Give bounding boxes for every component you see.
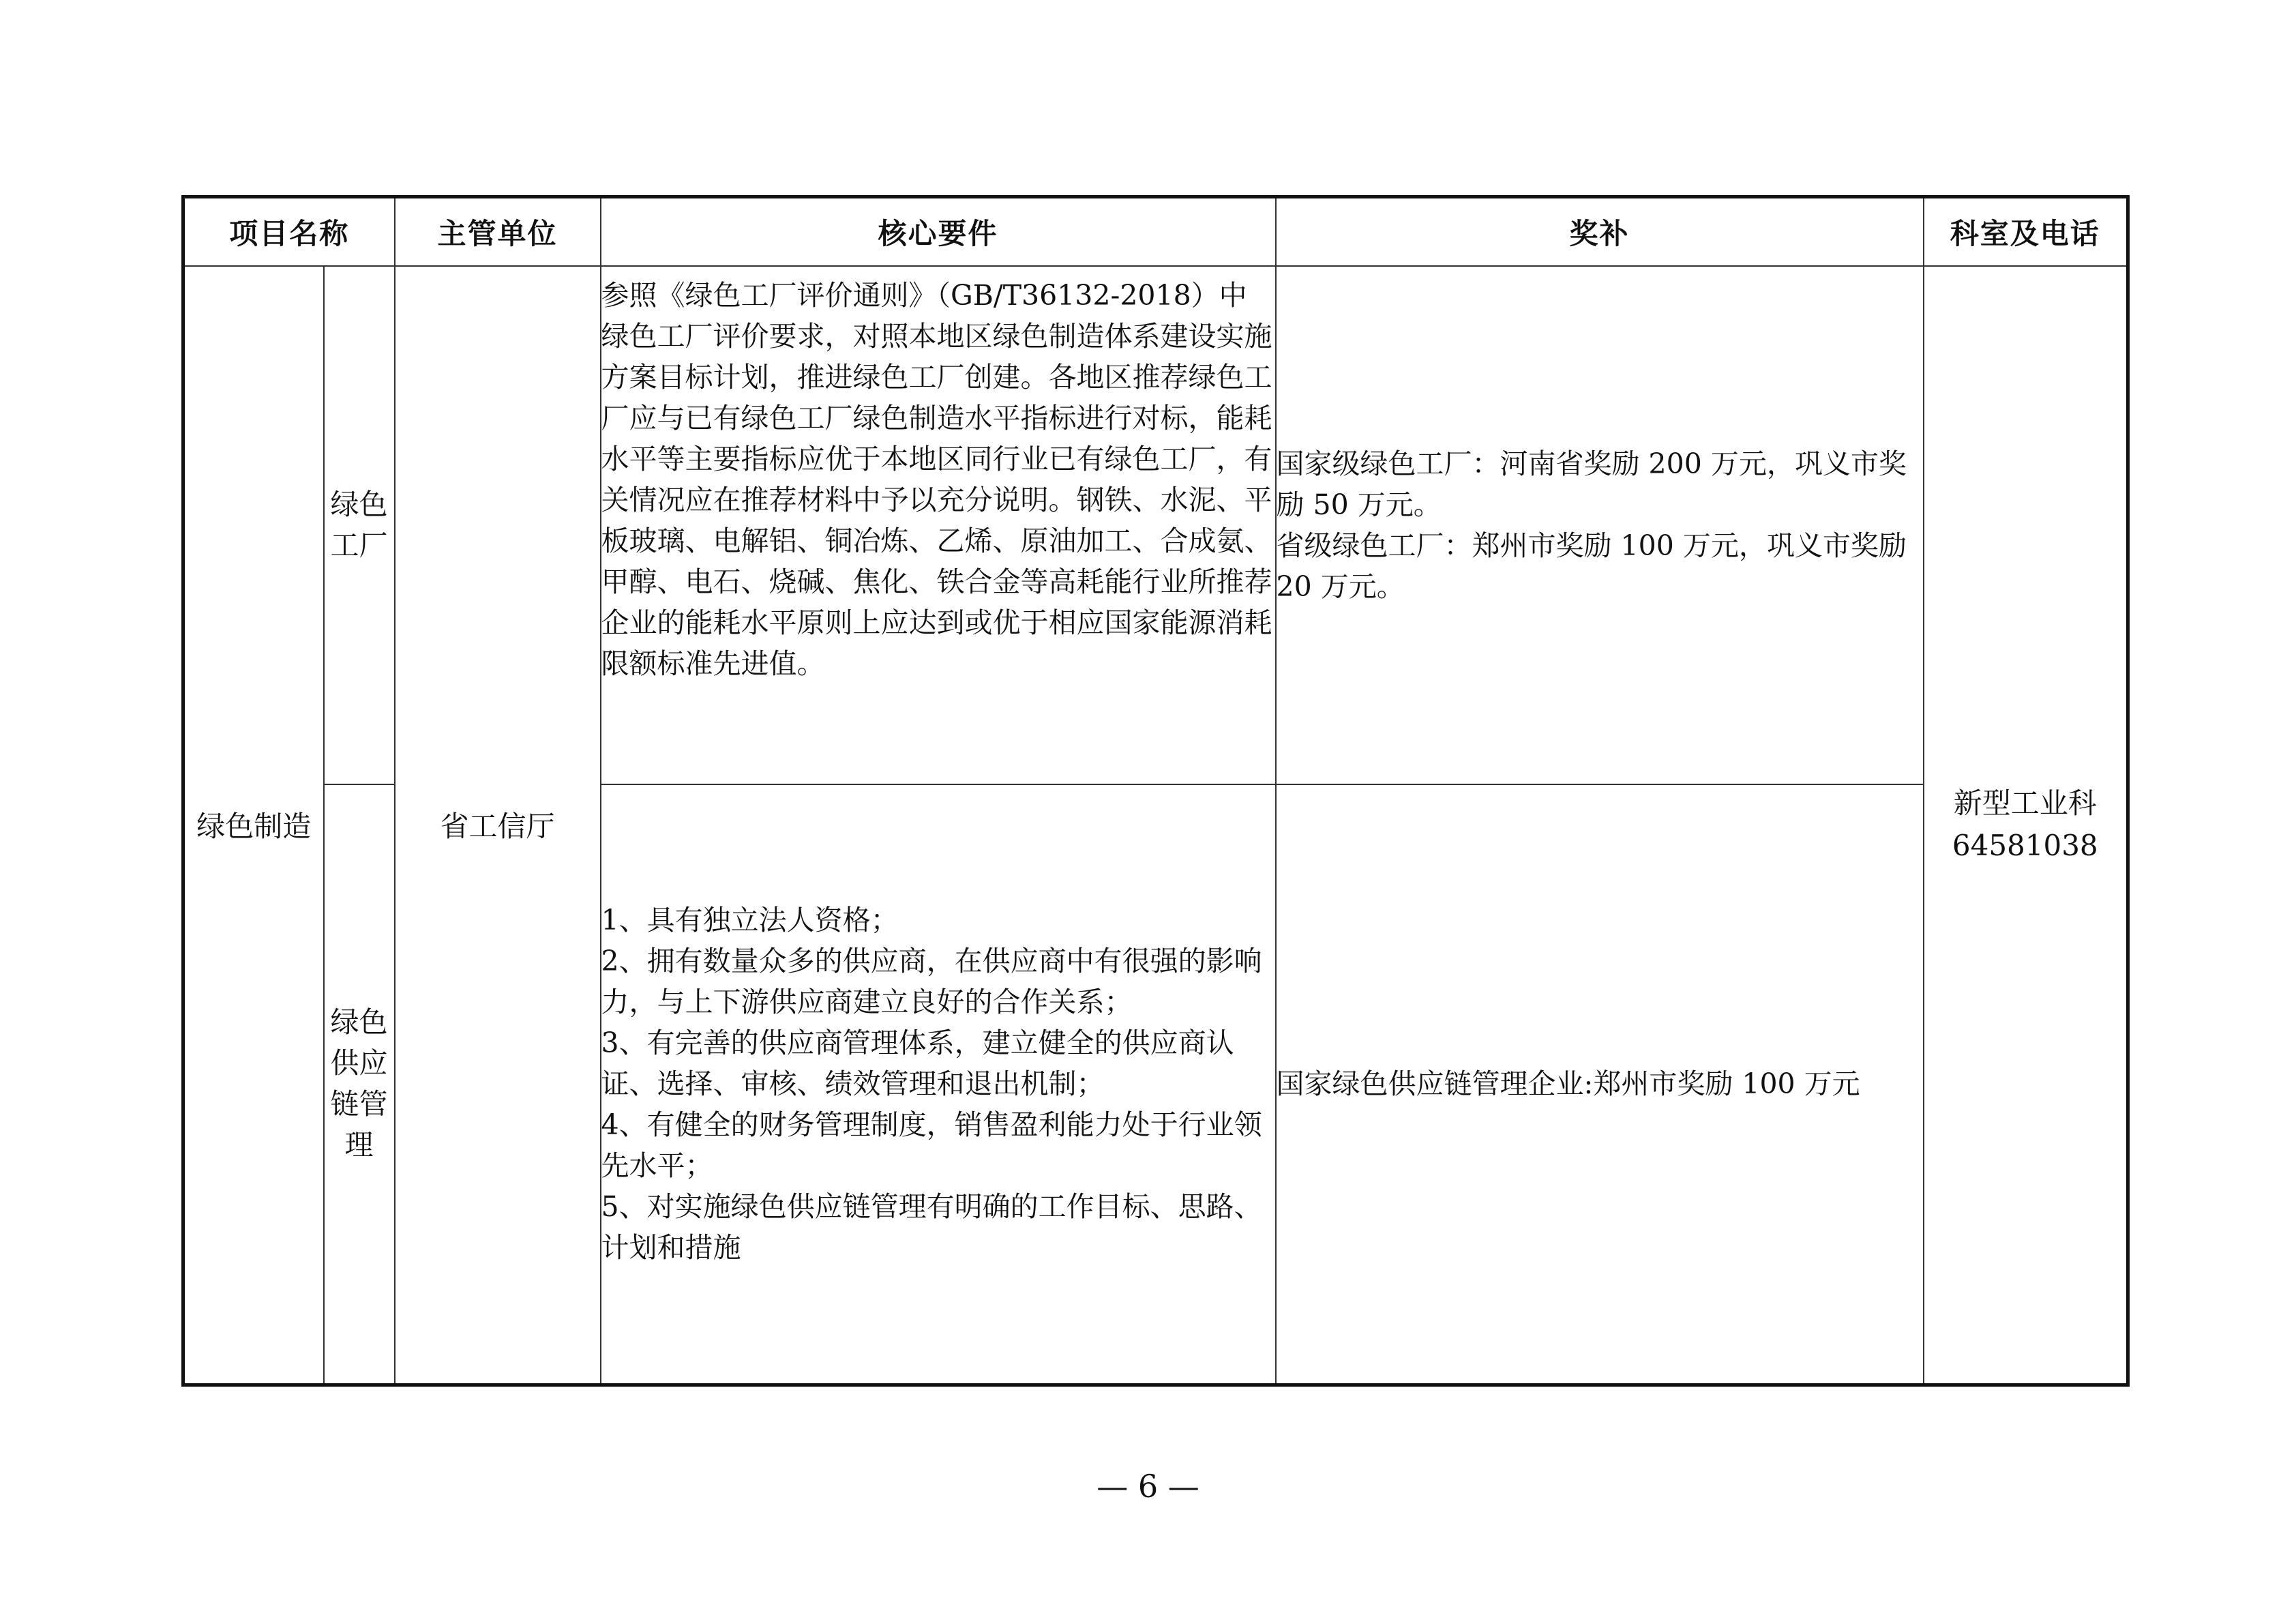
reward-cell: [1276, 784, 1924, 1385]
table-row: [183, 266, 2128, 784]
subcategory-line: 供应: [330, 1046, 388, 1080]
policy-table: [181, 195, 2130, 1387]
requirements-cell: [601, 266, 1276, 784]
reward-line: 省级绿色工厂：郑州市奖励 100 万元，巩义市奖励 20 万元。: [1276, 529, 1907, 603]
reward-line: 国家绿色供应链管理企业:郑州市奖励 100 万元: [1276, 1067, 1860, 1101]
subcategory-green-factory: [324, 266, 395, 784]
requirement-item: 3、有完善的供应商管理体系，建立健全的供应商认证、选择、审核、绩效管理和退出机制；: [601, 1027, 1234, 1101]
requirement-item: 5、对实施绿色供应链管理有明确的工作目标、思路、计划和措施: [601, 1190, 1262, 1265]
requirement-item: 4、有健全的财务管理制度，销售盈利能力处于行业领先水平；: [601, 1108, 1262, 1183]
reward-line: 国家级绿色工厂：河南省奖励 200 万元，巩义市奖励 50 万元。: [1276, 447, 1907, 521]
header-department: 主管单位: [395, 197, 601, 267]
page-number: — 6 —: [1097, 1468, 1199, 1505]
table-header-row: [183, 197, 2128, 267]
contact-office: 新型工业科: [1953, 786, 2097, 821]
header-reward: 奖补: [1276, 197, 1924, 267]
requirement-item: 2、拥有数量众多的供应商，在供应商中有很强的影响力，与上下游供应商建立良好的合作关系；: [601, 945, 1262, 1019]
department-cell: 省工信厅: [395, 266, 601, 1385]
header-contact: 科室及电话: [1924, 197, 2128, 267]
requirement-item: 1、具有独立法人资格；: [601, 904, 899, 937]
subcategory-line: 链管: [330, 1087, 388, 1121]
header-project-name: 项目名称: [183, 197, 395, 267]
subcategory-line: 理: [344, 1128, 374, 1162]
subcategory-line: 工厂: [330, 529, 388, 562]
requirements-cell: [601, 784, 1276, 1385]
reward-cell: [1276, 266, 1924, 784]
subcategory-line: 绿色: [330, 488, 388, 521]
requirement-text: 参照《绿色工厂评价通则》（GB/T36132-2018）中绿色工厂评价要求，对照本地区绿色制造体系建设实施方案目标计划，推进绿色工厂创建。各地区推荐绿色工厂应与已有绿色工厂绿色制造水平指标进行对标，能耗水平等主要指标应优于本地区同行业已有绿色工厂，有关情况应在推荐材料中予以充分说明。钢铁、水泥、平板玻璃、电解铝、铜冶炼、乙烯、原油加工、合成氨、甲醇、电石、烧碱、焦化、铁合金等高耗能行业所推荐企业的能耗水平原则上应达到或优于相应国家能源消耗限额标准先进值。: [601, 279, 1272, 680]
contact-phone: 64581038: [1952, 829, 2098, 863]
subcategory-line: 绿色: [330, 1005, 388, 1039]
contact-cell: [1924, 266, 2128, 1385]
header-requirements: 核心要件: [601, 197, 1276, 267]
category-cell: 绿色制造: [183, 266, 324, 1385]
subcategory-green-supply-chain: [324, 784, 395, 1385]
